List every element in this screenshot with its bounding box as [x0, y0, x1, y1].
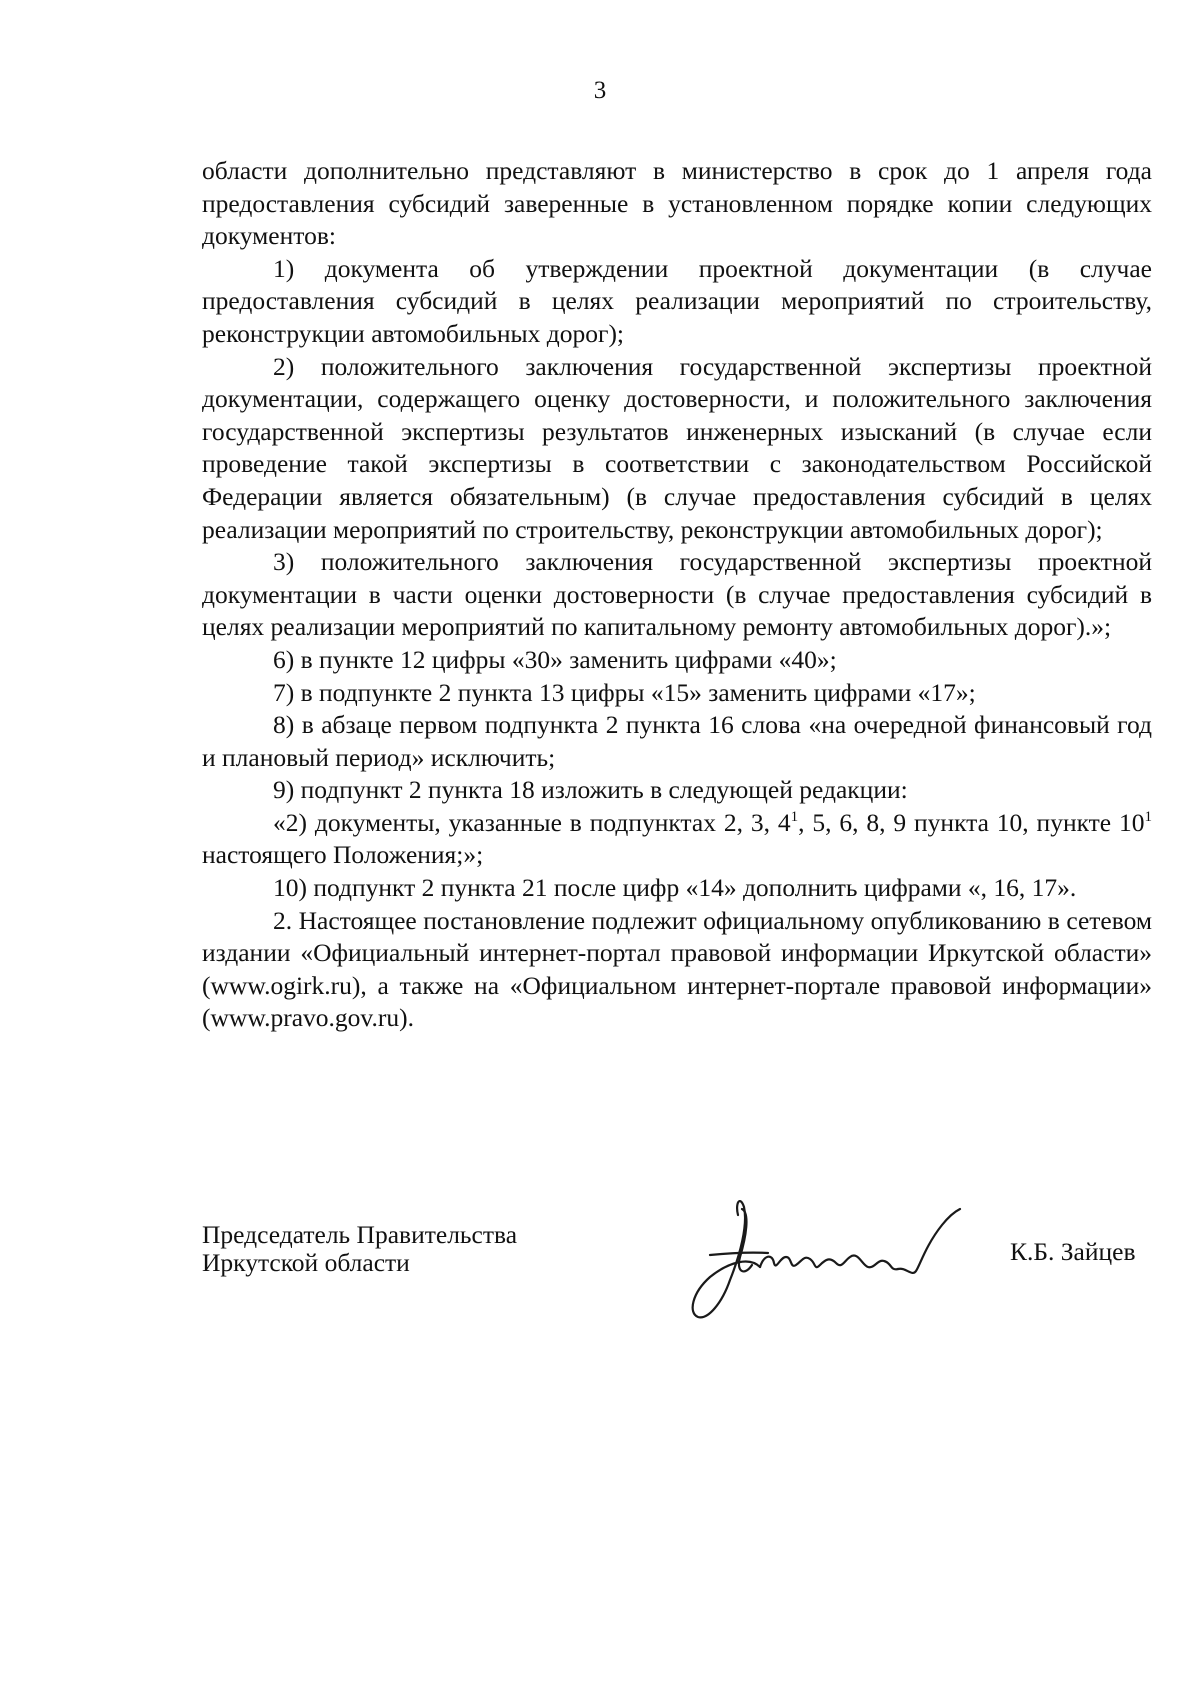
document-body — [202, 155, 1152, 1035]
paragraph-amendment-9: 9) подпункт 2 пункта 18 изложить в следующей редакции: — [273, 775, 908, 805]
new-wording-text-1: «2) документы, указанные в подпунктах 2, 3, 4 — [273, 807, 791, 837]
superscript-1: 1 — [790, 808, 799, 825]
paragraph-amendment-10: 10) подпункт 2 пункта 21 после цифр «14» дополнить цифрами «, 16, 17». — [273, 873, 1077, 903]
paragraph-new-wording — [202, 807, 1152, 872]
handwritten-signature — [680, 1185, 970, 1345]
paragraph-amendment-8: 8) в абзаце первом подпункта 2 пункта 16 слова «на очередной финансовый год и плановый период» исключить; — [202, 710, 1152, 772]
signer-position-line-1: Председатель Правительства — [202, 1220, 518, 1249]
paragraph-item-1: 1) документа об утверждении проектной документации (в случае предоставления субсидий в целях реализации мероприятий по строительству, реконструкции автомобильных дорог); — [202, 253, 1152, 348]
paragraph-intro: области дополнительно представляют в министерство в срок до 1 апреля года предоставления субсидий заверенные в установленном порядке копии следующих документов: — [202, 156, 1152, 251]
superscript-2: 1 — [1144, 808, 1152, 825]
new-wording-text-2: , 5, 6, 8, 9 пункта 10, пункте 10 — [798, 807, 1145, 837]
signer-position-line-2: Иркутской области — [202, 1248, 410, 1277]
signer-position — [202, 1221, 517, 1277]
paragraph-amendment-6: 6) в пункте 12 цифры «30» заменить цифрами «40»; — [273, 644, 837, 674]
paragraph-item-2: 2) положительного заключения государственной экспертизы проектной документации, содержащего оценку достоверности, и положительного заключения государственной экспертизы результатов инженерных изысканий (в случае если проведение такой экспертизы в соответствии с законодательством Российской Федерации является обязательным) (в случае предоставления субсидий в целях реализации мероприятий по строительству, реконструкции автомобильных дорог); — [202, 351, 1152, 544]
paragraph-item-3: 3) положительного заключения государственной экспертизы проектной документации в части оценки достоверности (в случае предоставления субсидий в целях реализации мероприятий по капитальному ремонту автомобильных дорог).»; — [202, 547, 1152, 642]
paragraph-amendment-7: 7) в подпункте 2 пункта 13 цифры «15» заменить цифрами «17»; — [273, 677, 976, 707]
paragraph-publication: 2. Настоящее постановление подлежит официальному опубликованию в сетевом издании «Официальный интернет-портал правовой информации Иркутской области» (www.ogirk.ru), а также на «Официальном интернет-портале правовой информации» (www.pravo.gov.ru). — [202, 905, 1152, 1033]
signer-name: К.Б. Зайцев — [1010, 1237, 1136, 1266]
page-number: 3 — [593, 77, 607, 104]
new-wording-text-3: настоящего Положения;»; — [202, 840, 484, 870]
